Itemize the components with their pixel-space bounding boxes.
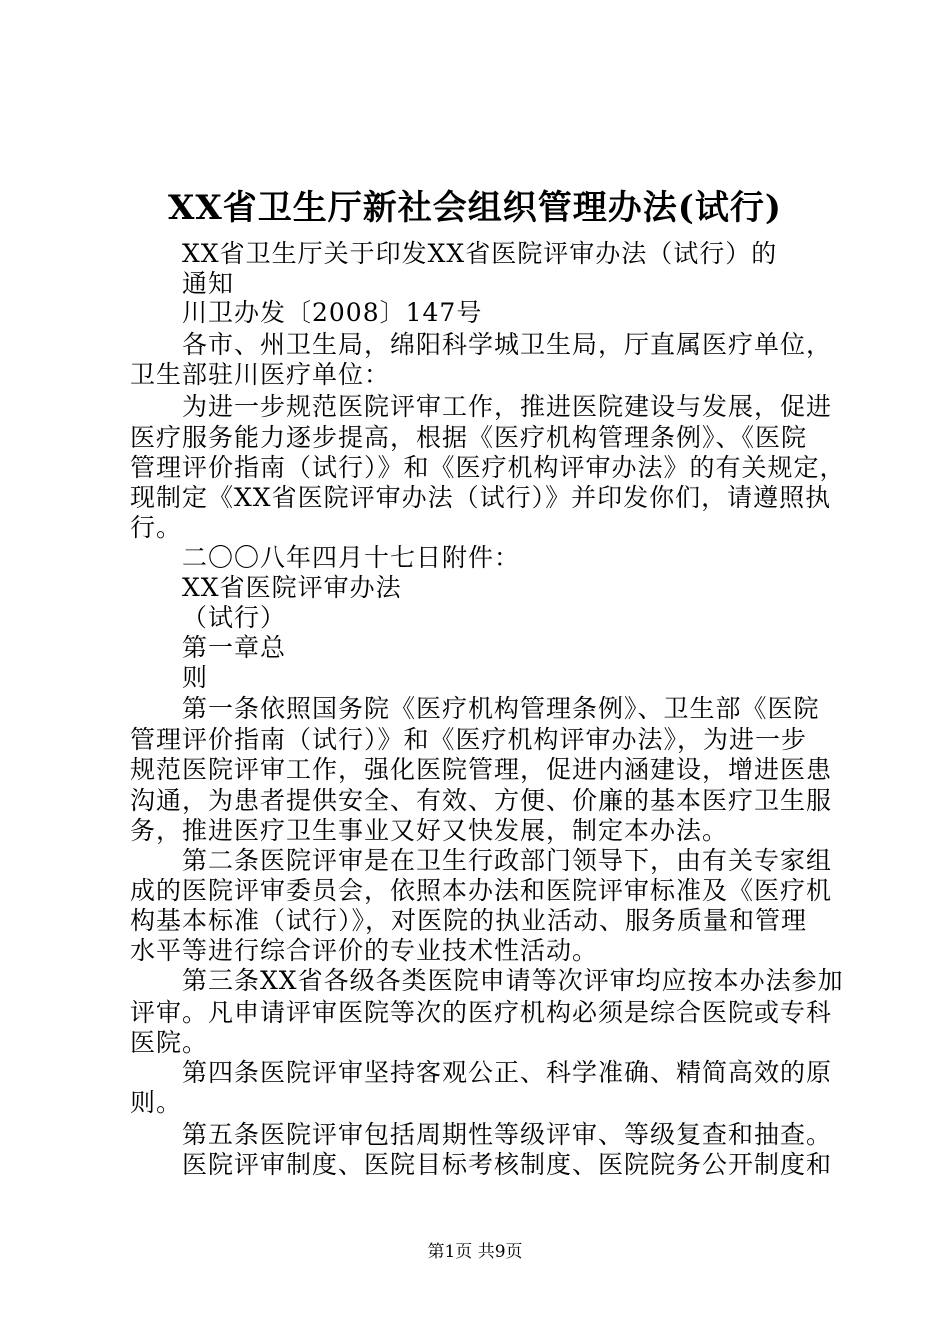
document-title: XX省卫生厅新社会组织管理办法(试行) bbox=[168, 188, 782, 228]
body-line: 行。 bbox=[130, 513, 183, 542]
body-line: 医疗服务能力逐步提高，根据《医疗机构管理条例》、《医院 bbox=[130, 423, 808, 452]
body-line: 水平等进行综合评价的专业技术性活动。 bbox=[130, 936, 599, 965]
body-line: 医院评审制度、医院目标考核制度、医院院务公开制度和 bbox=[182, 1150, 833, 1179]
body-line: 务，推进医疗卫生事业又好又快发展，制定本办法。 bbox=[130, 816, 729, 845]
body-line: 第三条XX省各级各类医院申请等次评审均应按本办法参加 bbox=[182, 966, 844, 995]
body-line: 构基本标准（试行）》，对医院的执业活动、服务质量和管理 bbox=[130, 906, 808, 935]
body-line: （试行） bbox=[182, 603, 287, 632]
body-line: 成的医院评审委员会，依照本办法和医院评审标准及《医疗机 bbox=[130, 876, 833, 905]
body-line: 第四条医院评审坚持客观公正、科学准确、精简高效的原 bbox=[182, 1058, 833, 1087]
body-line: 则 bbox=[182, 663, 209, 692]
body-line: 第二条医院评审是在卫生行政部门领导下，由有关专家组 bbox=[182, 846, 833, 875]
body-line: 为进一步规范医院评审工作，推进医院建设与发展，促进 bbox=[182, 392, 833, 421]
body-line: 第五条医院评审包括周期性等级评审、等级复查和抽查。 bbox=[182, 1120, 833, 1149]
page-footer: 第1页 共9页 bbox=[427, 1242, 523, 1262]
body-line: 现制定《XX省医院评审办法（试行）》并印发你们，请遵照执 bbox=[130, 483, 832, 512]
body-line: 卫生部驻川医疗单位： bbox=[130, 360, 391, 389]
body-line: 沟通，为患者提供安全、有效、方便、价廉的基本医疗卫生服 bbox=[130, 786, 833, 815]
body-line: 医院。 bbox=[130, 1028, 209, 1057]
body-line: 各市、州卫生局，绵阳科学城卫生局，厅直属医疗单位， bbox=[182, 330, 833, 359]
body-line: 通知 bbox=[182, 269, 235, 298]
body-line: 第一章总 bbox=[182, 633, 287, 662]
body-line: 川卫办发〔2008〕147号 bbox=[182, 298, 483, 327]
body-line: 管理评价指南（试行）》和《医疗机构评审办法》的有关规定， bbox=[130, 453, 846, 482]
body-line: XX省医院评审办法 bbox=[182, 573, 402, 602]
body-line: 评审。凡申请评审医院等次的医疗机构必须是综合医院或专科 bbox=[130, 998, 833, 1027]
body-line: 二〇〇八年四月十七日附件： bbox=[182, 543, 521, 572]
body-line: 规范医院评审工作，强化医院管理，促进内涵建设，增进医患 bbox=[130, 755, 833, 784]
body-line: 则。 bbox=[130, 1088, 183, 1117]
body-line: XX省卫生厅关于印发XX省医院评审办法（试行）的 bbox=[182, 239, 778, 268]
body-line: 第一条依照国务院《医疗机构管理条例》、卫生部《医院 bbox=[182, 694, 820, 723]
body-line: 管理评价指南（试行）》和《医疗机构评审办法》，为进一步 bbox=[130, 725, 808, 754]
